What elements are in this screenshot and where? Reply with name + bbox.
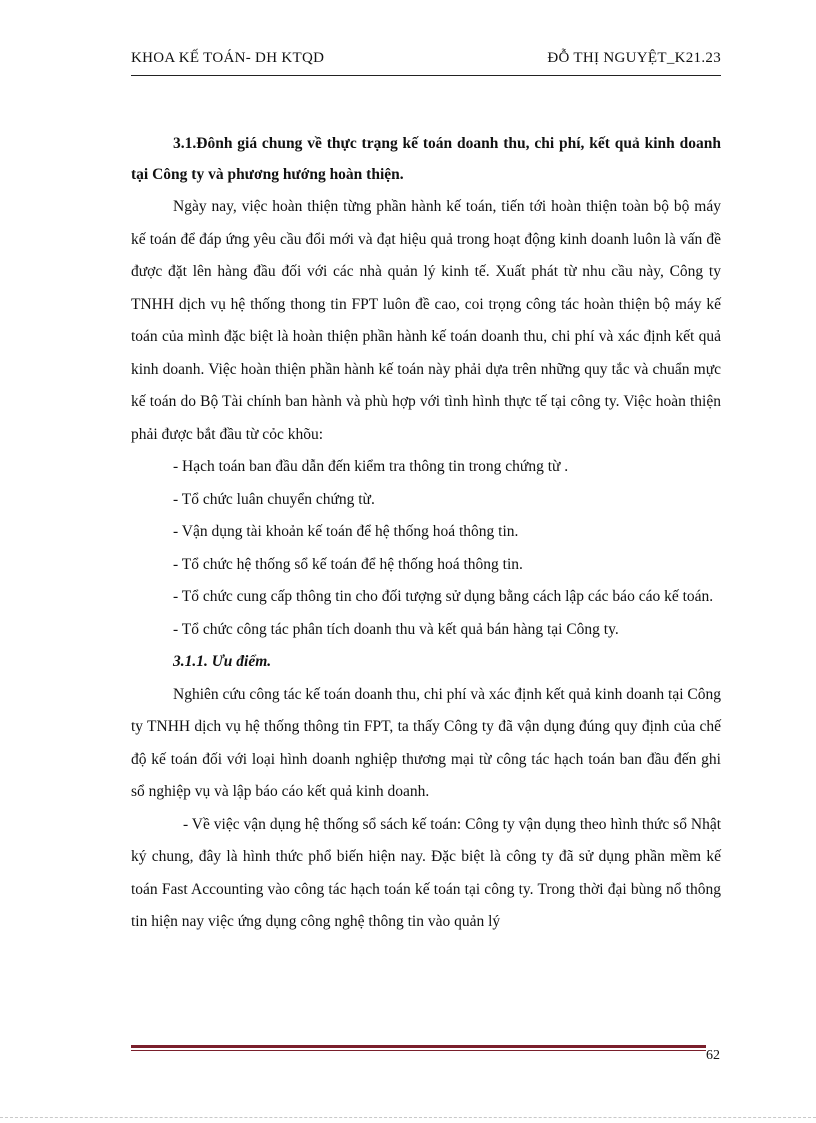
page-boundary [0, 1117, 816, 1118]
list-item: - Vận dụng tài khoản kế toán để hệ thống hoá thông tin. [173, 523, 519, 540]
header-right-text: ĐỖ THỊ NGUYỆT_K21.23 [547, 50, 721, 66]
list-item: - Tổ chức cung cấp thông tin cho đối tượng sử dụng bằng cách lập các báo cáo kế toán. [173, 588, 714, 605]
footer-divider-thin [131, 1050, 706, 1051]
intro-paragraph: Ngày nay, việc hoàn thiện từng phần hành kế toán, tiến tới hoàn thiện toàn bộ bộ máy kế toán để đáp ứng yêu cầu đổi mới và đạt hiệu quả trong hoạt động kinh doanh luôn là vấn đề được đặt lên hàng đầu đối với các nhà quản lý kinh tế. Xuất phát từ nhu cầu này, Công ty TNHH dịch vụ hệ thống thong tin FPT luôn đề cao, coi trọng công tác hoàn thiện bộ máy kế toán của mình đặc biệt là hoàn thiện phần hành kế toán doanh thu, chi phí và xác định kết quả kinh doanh. Việc hoàn thiện phần hành kế toán này phải dựa trên những quy tắc và chuẩn mực kế toán do Bộ Tài chính ban hành và phù hợp với tình hình thực tế tại công ty. Việc hoàn thiện phải được bắt đầu từ cỏc khõu: [131, 198, 721, 443]
list-item: - Tổ chức hệ thống sổ kế toán để hệ thống hoá thông tin. [173, 555, 523, 573]
page-number: 62 [706, 1048, 720, 1063]
header-divider [131, 75, 721, 76]
list-item: - Tổ chức luân chuyển chứng từ. [173, 490, 375, 508]
header-left-text: KHOA KẾ TOÁN- DH KTQD [131, 50, 325, 66]
list-item: - Hạch toán ban đầu dẫn đến kiểm tra thông tin trong chứng từ . [173, 458, 569, 475]
sub-heading: 3.1.1. Ưu điểm. [173, 653, 272, 670]
document-body [131, 128, 721, 939]
paragraph: Nghiên cứu công tác kế toán doanh thu, chi phí và xác định kết quả kinh doanh tại Công ty TNHH dịch vụ hệ thống thông tin FPT, ta thấy Công ty đã vận dụng đúng quy định của chế độ kế toán đối với loại hình doanh nghiệp thương mại từ công tác hạch toán ban đầu đến ghi sổ nghiệp vụ và lập báo cáo kết quả kinh doanh. [131, 685, 721, 800]
list-item: - Tổ chức công tác phân tích doanh thu và kết quả bán hàng tại Công ty. [173, 620, 619, 638]
footer-divider-thick [131, 1045, 706, 1048]
page-header [131, 50, 721, 67]
paragraph: - Về việc vận dụng hệ thống sổ sách kế toán: Công ty vận dụng theo hình thức sổ Nhật ký chung, đây là hình thức phổ biến hiện nay. Đặc biệt là công ty đã sử dụng phần mềm kế toán Fast Accounting vào công tác hạch toán kế toán tại công ty. Trong thời đại bùng nổ thông tin hiện nay việc ứng dụng công nghệ thông tin vào quản lý [131, 815, 721, 930]
section-heading: 3.1.Đônh giá chung về thực trạng kế toán doanh thu, chi phí, kết quả kinh doanh tại Công ty và phương hướng hoàn thiện. [131, 135, 721, 183]
